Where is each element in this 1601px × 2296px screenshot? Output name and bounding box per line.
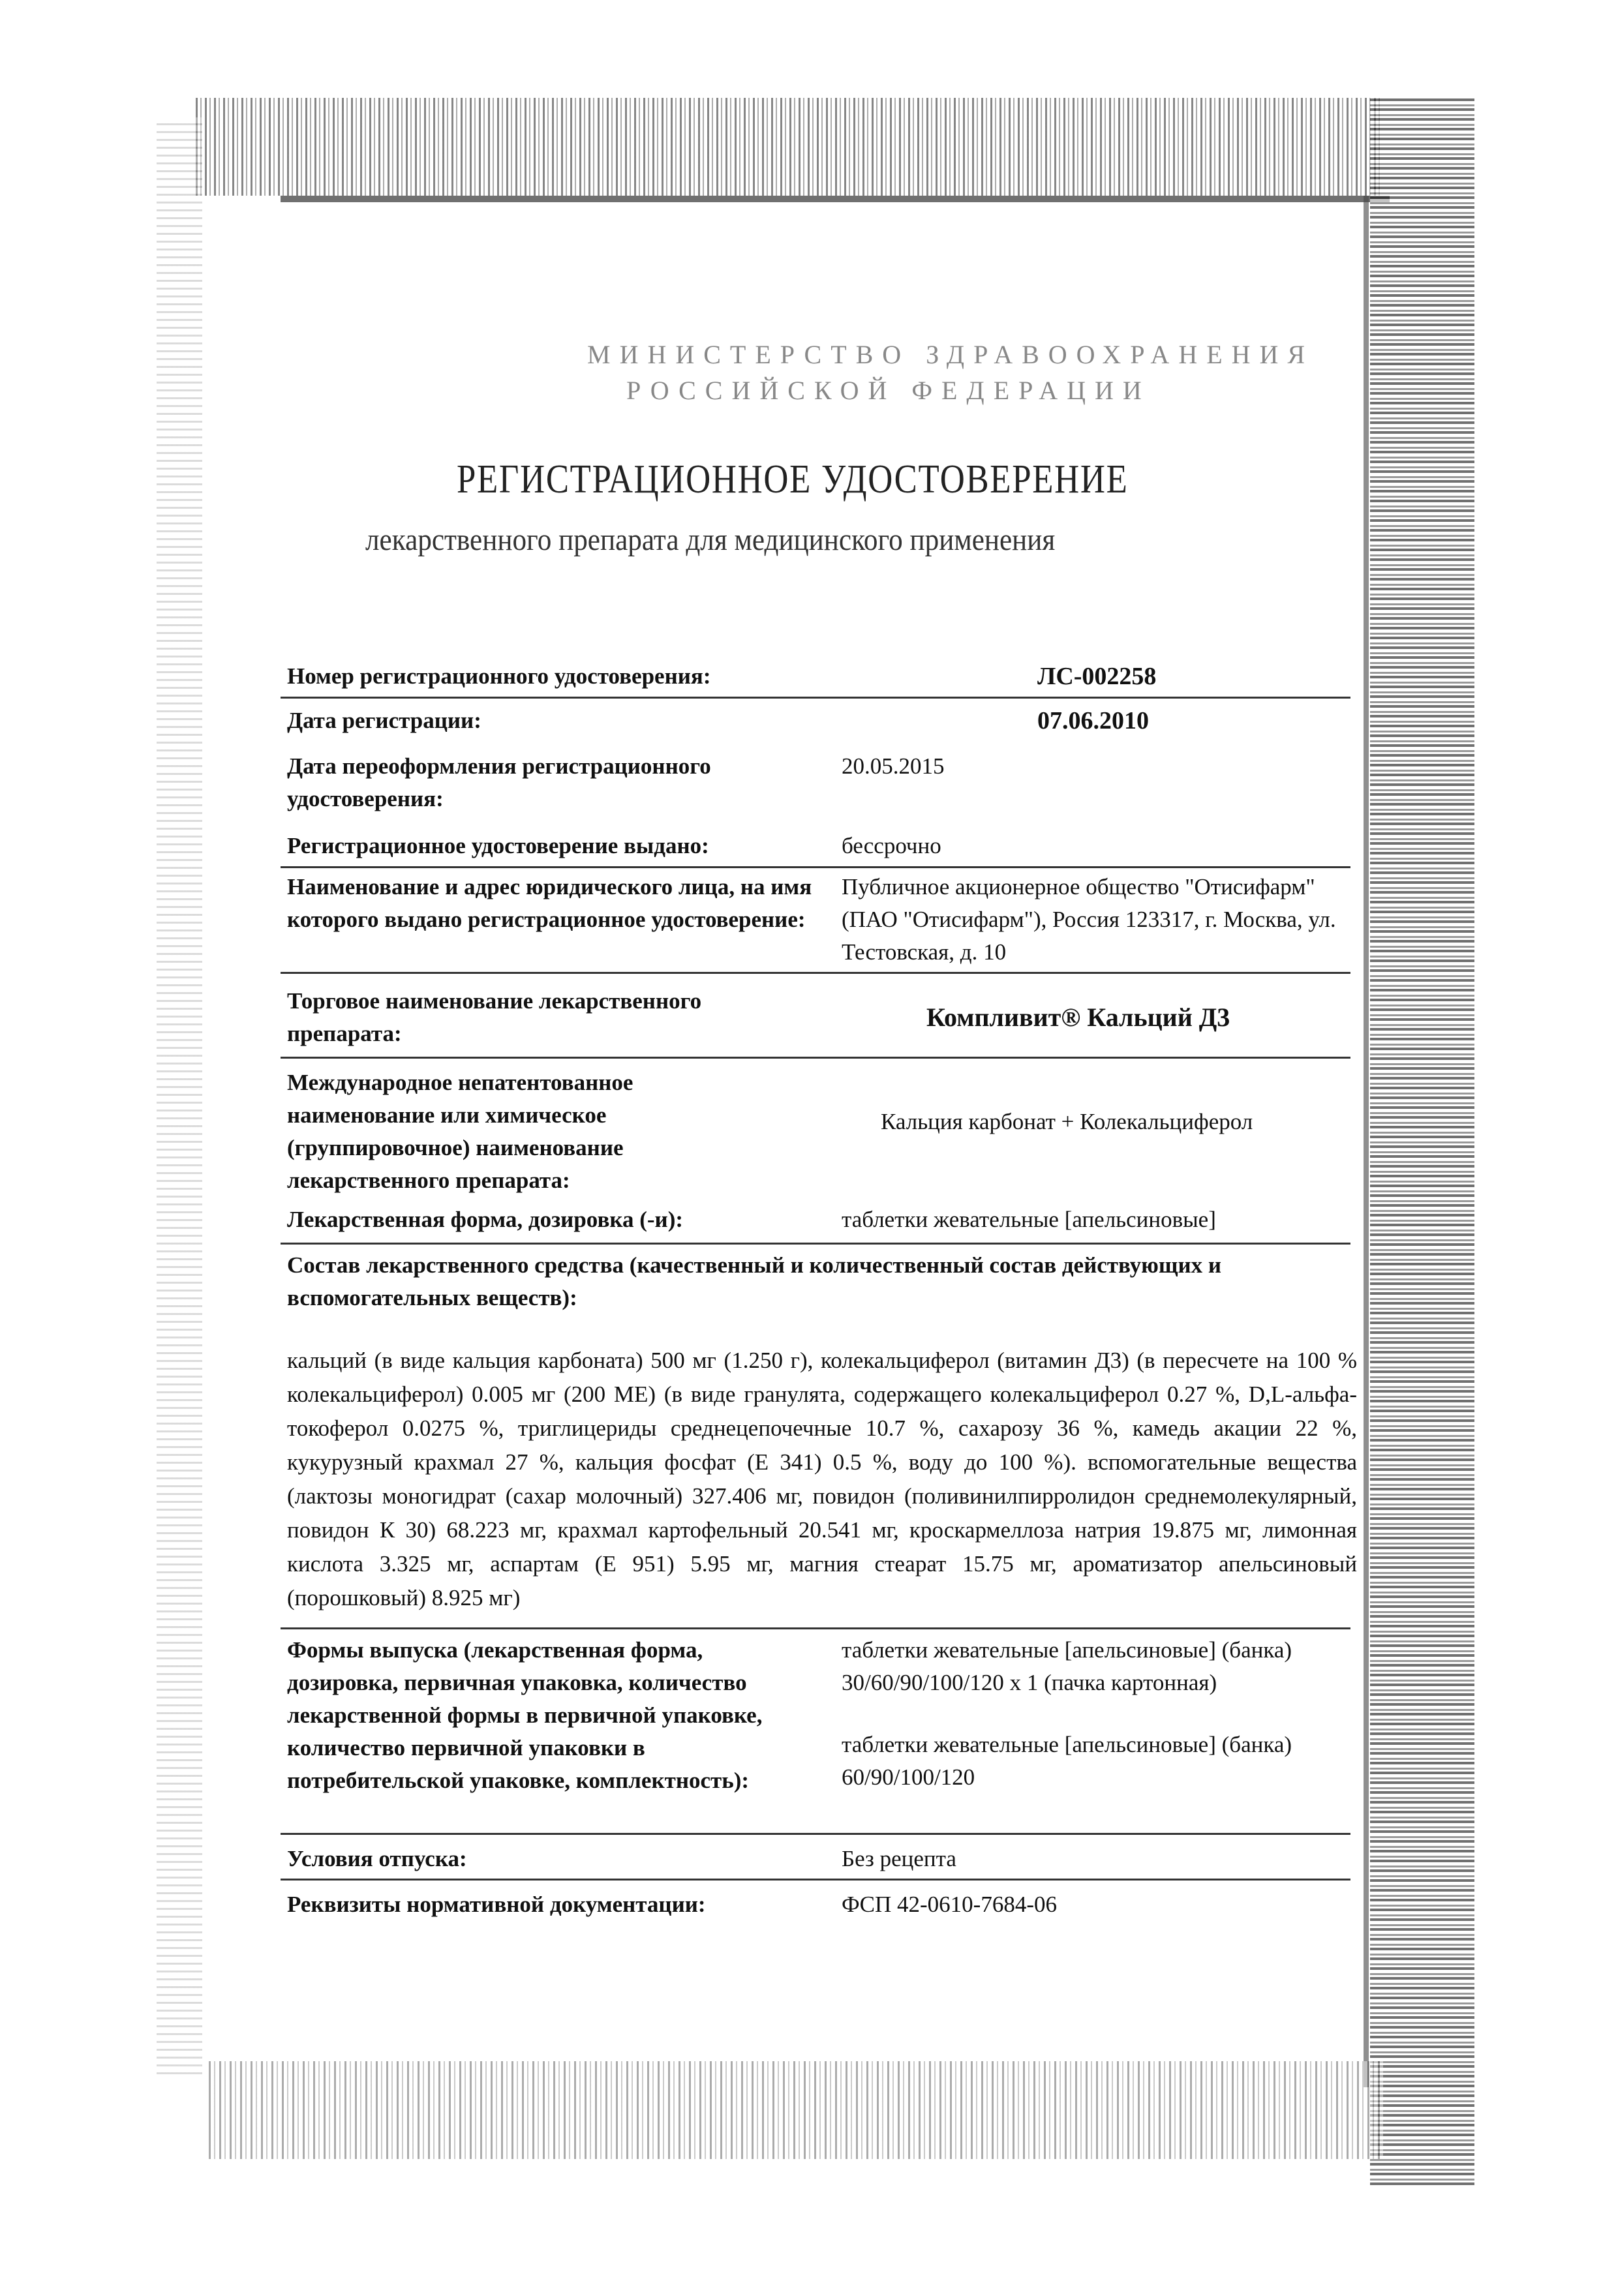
field-label-validity: Регистрационное удостоверение выдано: <box>287 833 709 858</box>
field-value-reg-date: 07.06.2010 <box>1037 707 1149 734</box>
field-label-dosage-form: Лекарственная форма, дозировка (-и): <box>287 1207 684 1232</box>
document-subtitle: лекарственного препарата для медицинского применения <box>365 522 1056 557</box>
scan-border-bottom <box>209 2061 1383 2159</box>
document-title: РЕГИСТРАЦИОННОЕ УДОСТОВЕРЕНИЕ <box>457 457 1129 502</box>
normative-label: Реквизиты нормативной документации: <box>287 1892 706 1917</box>
release-forms-value-1: таблетки жевательные [апельсиновые] (банка) 30/60/90/100/120 x 1 (пачка картонная) <box>842 1637 1292 1695</box>
border-line-top <box>281 196 1390 202</box>
field-label-reissue-date: Дата переоформления регистрационного удостоверения: <box>287 753 711 811</box>
field-value-inn: Кальция карбонат + Колекальциферол <box>881 1109 1253 1134</box>
field-label-reg-number: Номер регистрационного удостоверения: <box>287 663 711 689</box>
ministry-line-1: МИНИСТЕРСТВО ЗДРАВООХРАНЕНИЯ <box>587 340 1315 369</box>
scan-border-right <box>1370 98 1474 2185</box>
dispensing-value: Без рецепта <box>842 1846 956 1871</box>
border-line-right <box>1364 196 1369 2087</box>
scan-border-top <box>196 98 1383 196</box>
field-value-dosage-form: таблетки жевательные [апельсиновые] <box>842 1207 1216 1232</box>
composition-text: кальций (в виде кальция карбоната) 500 мг (1.250 г), колекальциферол (витамин Д3) (в пересчете на 100 % колекальциферол) 0.005 мг (200 МЕ) (в виде гранулята, содержащего колекальциферол 0.27 %, D,L-альфа-токоферол 0.0275 %, триглицериды среднецепочечные 10.7 %, сахарозу 36 %, камедь акации 22 %, кукурузный крахмал 27 %, кальция фосфат (Е 341) 0.5 %, воду до 100 %). вспомогательные вещества (лактозы моногидрат (сахар молочный) 327.406 мг, повидон (поливинилпирролидон среднемолекулярный, повидон К 30) 68.223 мг, крахмал картофельный 20.541 мг, кроскармеллоза натрия 19.875 мг, лимонная кислота 3.325 мг, аспартам (Е 951) 5.95 мг, магния стеарат 15.75 мг, ароматизатор апельсиновый (порошковый) 8.925 мг) <box>287 1348 1357 1610</box>
field-value-reg-number: ЛС-002258 <box>1037 663 1157 690</box>
field-label-inn: Международное непатентованное наименование или химическое (группировочное) наименование лекарственного препарата: <box>287 1070 633 1193</box>
field-value-reissue-date: 20.05.2015 <box>842 753 945 779</box>
release-forms-value-2: таблетки жевательные [апельсиновые] (банка) 60/90/100/120 <box>842 1732 1292 1790</box>
composition-label: Состав лекарственного средства (качественный и количественный состав действующих и вспомогательных веществ): <box>287 1252 1222 1310</box>
scan-border-left <box>157 117 202 2074</box>
field-value-trade-name: Компливит® Кальций Д3 <box>926 1003 1230 1032</box>
dispensing-label: Условия отпуска: <box>287 1846 467 1871</box>
field-value-validity: бессрочно <box>842 833 941 858</box>
release-forms-label: Формы выпуска (лекарственная форма, дозировка, первичная упаковка, количество лекарственной формы в первичной упаковке, количество первичной упаковки в потребительской упаковке, комплектность): <box>287 1637 763 1793</box>
field-label-reg-date: Дата регистрации: <box>287 708 481 733</box>
field-value-holder: Публичное акционерное общество "Отисифарм" (ПАО "Отисифарм"), Россия 123317, г. Москва, ул. Тестовская, д. 10 <box>842 874 1336 965</box>
field-label-trade-name: Торговое наименование лекарственного препарата: <box>287 988 702 1046</box>
field-label-holder: Наименование и адрес юридического лица, на имя которого выдано регистрационное удостоверение: <box>287 874 812 932</box>
normative-value: ФСП 42-0610-7684-06 <box>842 1892 1057 1917</box>
ministry-line-2: РОССИЙСКОЙ ФЕДЕРАЦИИ <box>626 376 1151 405</box>
